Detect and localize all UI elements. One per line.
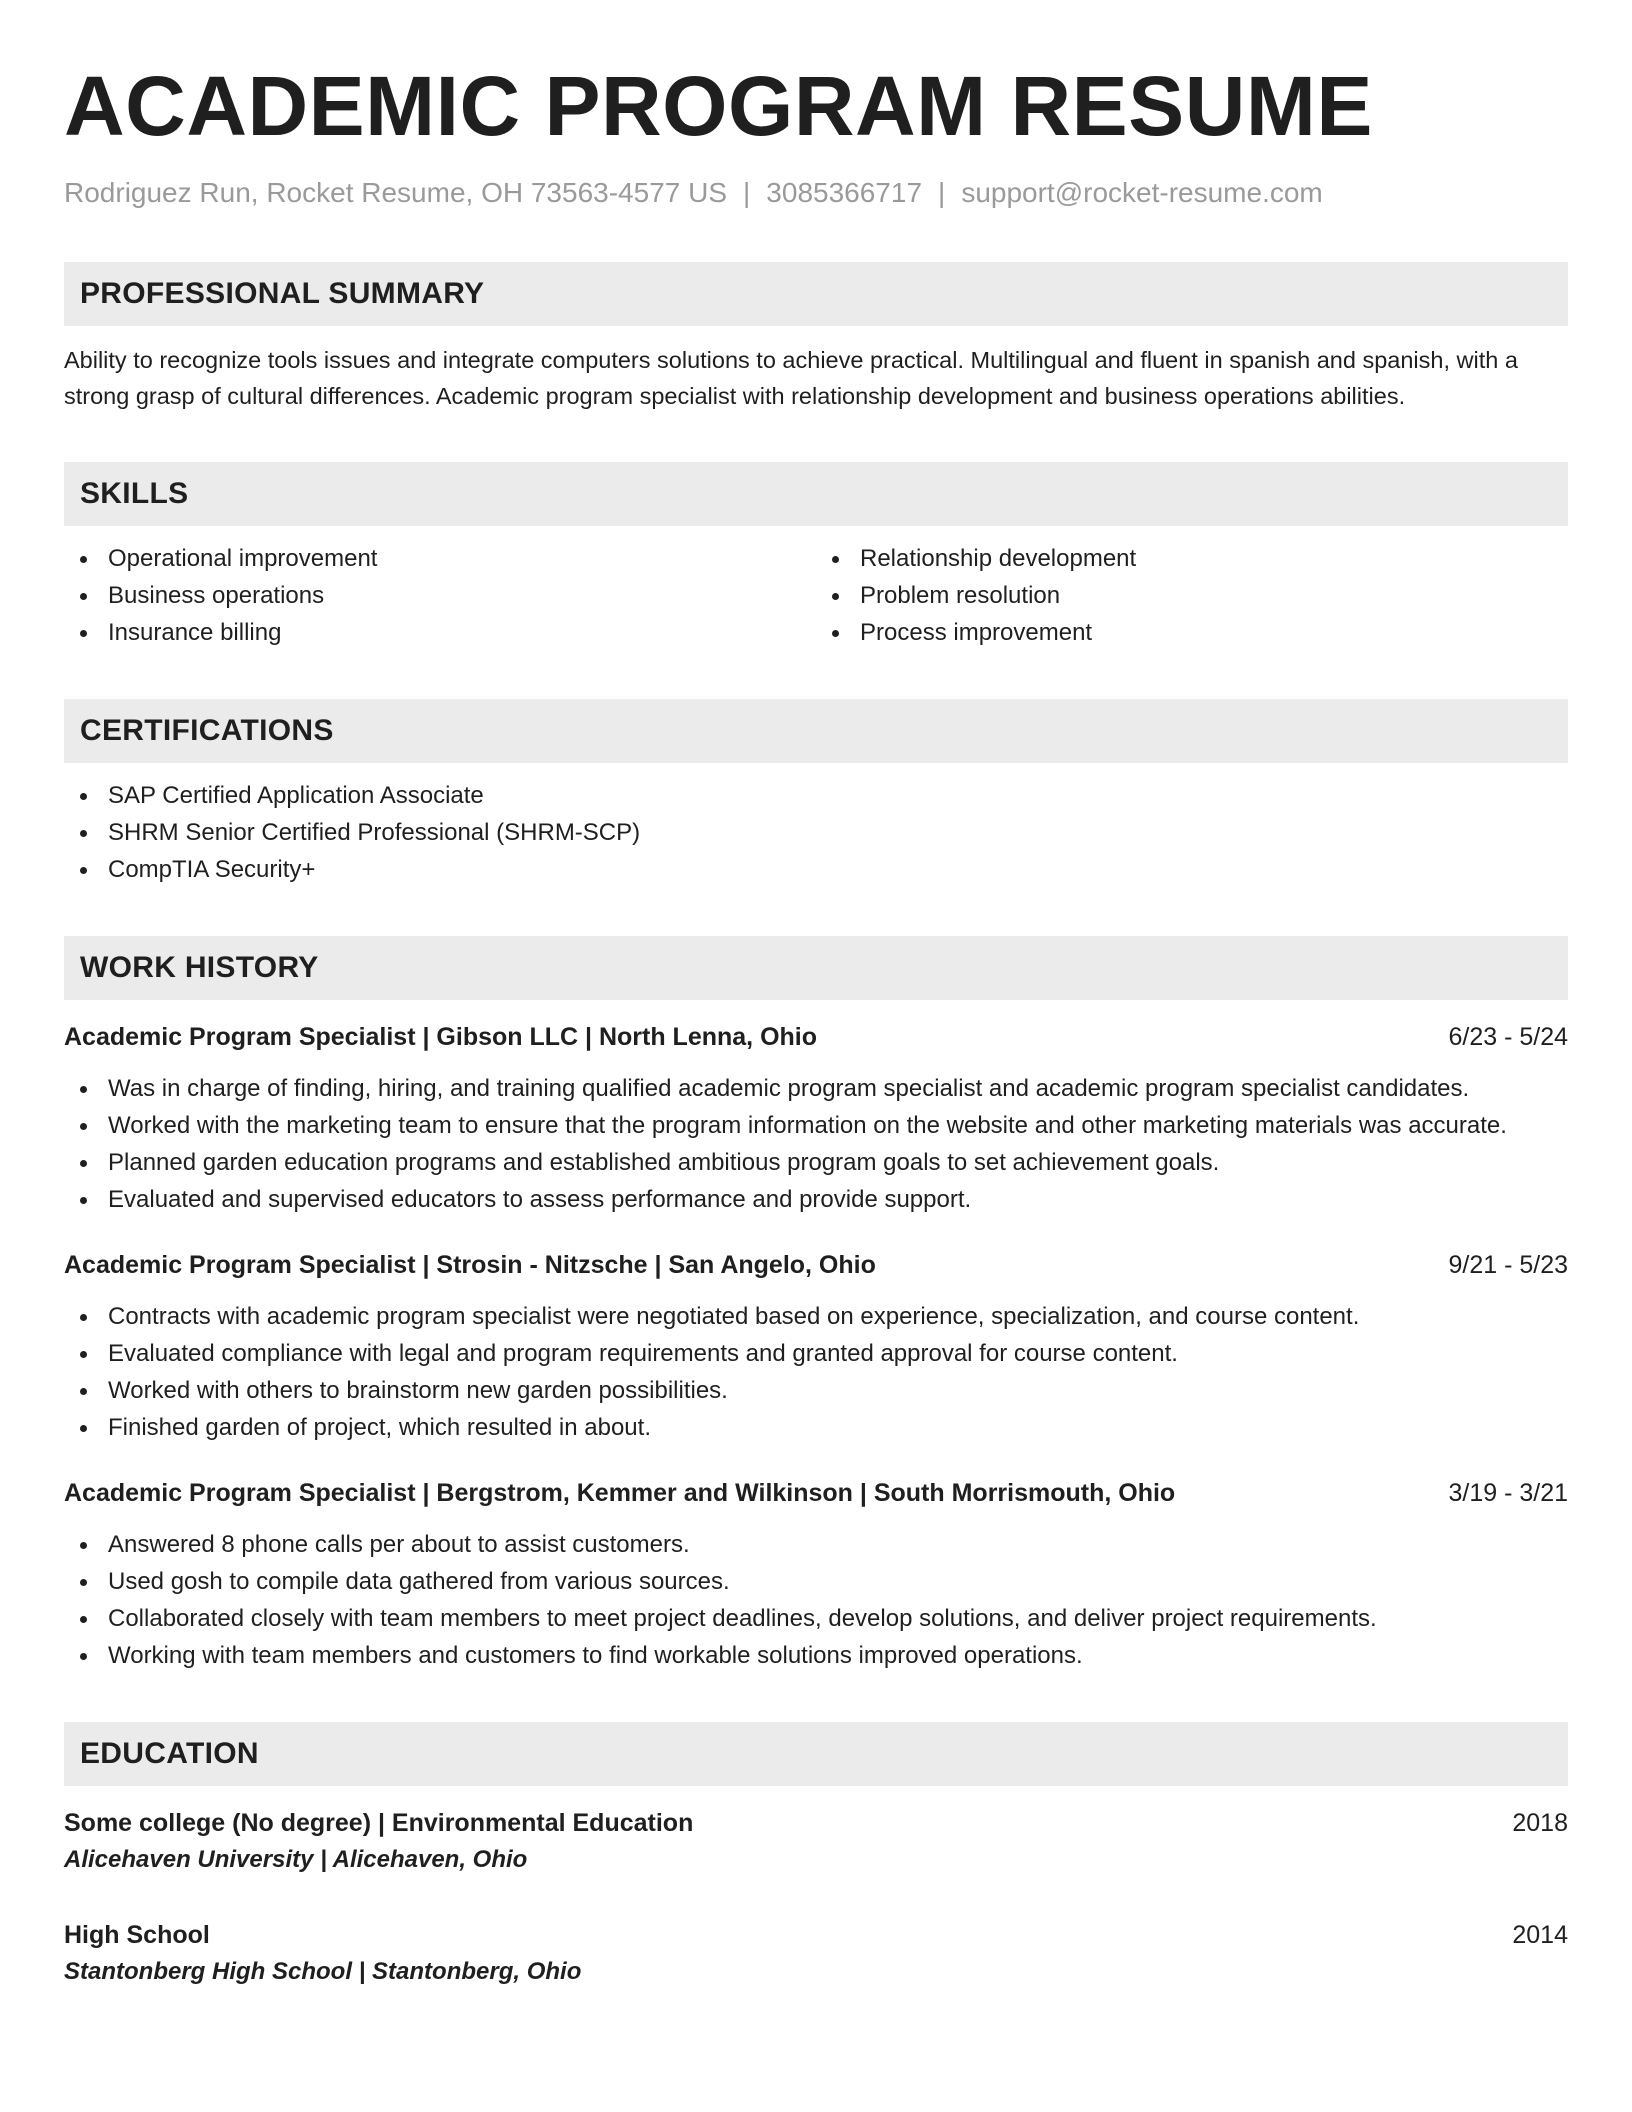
- job-header: [64, 1476, 1568, 1510]
- list-item: Evaluated compliance with legal and program requirements and granted approval for course content.: [64, 1335, 1568, 1372]
- job-bullets: [64, 1298, 1568, 1446]
- list-item: Finished garden of project, which resulted in about.: [64, 1409, 1568, 1446]
- job-title: Academic Program Specialist | Gibson LLC | North Lenna, Ohio: [64, 1023, 818, 1051]
- resume-title: ACADEMIC PROGRAM RESUME: [64, 59, 1373, 153]
- list-item: CompTIA Security+: [64, 851, 1568, 888]
- contact-email: support@rocket-resume.com: [961, 177, 1323, 208]
- list-item: SHRM Senior Certified Professional (SHRM-SCP): [64, 814, 1568, 851]
- job-dates: 9/21 - 5/23: [1448, 1251, 1568, 1279]
- contact-separator: |: [743, 177, 751, 208]
- contact-phone: 3085366717: [766, 177, 923, 208]
- education-entry: [64, 1806, 1568, 1878]
- list-item: Problem resolution: [816, 577, 1568, 614]
- education-year: 2018: [1512, 1809, 1568, 1837]
- contact-address: Rodriguez Run, Rocket Resume, OH 73563-4577 US: [64, 177, 728, 208]
- skills-column-left: [64, 540, 816, 651]
- contact-separator: |: [938, 177, 946, 208]
- section-heading-work-history: WORK HISTORY: [64, 936, 1568, 1000]
- section-heading-skills: SKILLS: [64, 462, 1568, 526]
- education-title: High School: [64, 1921, 210, 1949]
- job-dates: 6/23 - 5/24: [1448, 1023, 1568, 1051]
- section-heading-education: EDUCATION: [64, 1722, 1568, 1786]
- job-entry: [64, 1248, 1568, 1446]
- education-school: Stantonberg High School | Stantonberg, Ohio: [64, 1958, 582, 1985]
- list-item: Evaluated and supervised educators to assess performance and provide support.: [64, 1181, 1568, 1218]
- education-header: [64, 1918, 1568, 1952]
- job-title: Academic Program Specialist | Strosin - Nitzsche | San Angelo, Ohio: [64, 1251, 876, 1279]
- job-bullets: [64, 1070, 1568, 1218]
- job-bullets: [64, 1526, 1568, 1674]
- list-item: Contracts with academic program specialist were negotiated based on experience, specialization, and course content.: [64, 1298, 1568, 1335]
- list-item: Worked with others to brainstorm new garden possibilities.: [64, 1372, 1568, 1409]
- education-header: [64, 1806, 1568, 1840]
- job-entry: [64, 1020, 1568, 1218]
- education-entry: [64, 1918, 1568, 1990]
- job-header: [64, 1248, 1568, 1282]
- job-dates: 3/19 - 3/21: [1448, 1479, 1568, 1507]
- list-item: Planned garden education programs and established ambitious program goals to set achievement goals.: [64, 1144, 1568, 1181]
- education-title: Some college (No degree) | Environmental Education: [64, 1809, 694, 1837]
- contact-line: [64, 176, 1568, 210]
- summary-text: Ability to recognize tools issues and integrate computers solutions to achieve practical. Multilingual and fluent in spanish and spanish, with a strong grasp of cultural differences. Academic program specialist with relationship development and business operations abilities.: [64, 347, 1518, 409]
- skills-list: [64, 526, 1568, 651]
- education-school: Alicehaven University | Alicehaven, Ohio: [64, 1846, 528, 1873]
- list-item: Answered 8 phone calls per about to assist customers.: [64, 1526, 1568, 1563]
- job-title: Academic Program Specialist | Bergstrom, Kemmer and Wilkinson | South Morrismouth, Ohio: [64, 1479, 1176, 1507]
- list-item: Relationship development: [816, 540, 1568, 577]
- list-item: Working with team members and customers to find workable solutions improved operations.: [64, 1637, 1568, 1674]
- list-item: Worked with the marketing team to ensure that the program information on the website and other marketing materials was accurate.: [64, 1107, 1568, 1144]
- list-item: Business operations: [64, 577, 816, 614]
- list-item: Used gosh to compile data gathered from various sources.: [64, 1563, 1568, 1600]
- list-item: Operational improvement: [64, 540, 816, 577]
- list-item: Insurance billing: [64, 614, 816, 651]
- list-item: Process improvement: [816, 614, 1568, 651]
- section-heading-certifications: CERTIFICATIONS: [64, 699, 1568, 763]
- job-entry: [64, 1476, 1568, 1674]
- certifications-list: [64, 777, 1568, 888]
- list-item: Was in charge of finding, hiring, and training qualified academic program specialist and academic program specialist candidates.: [64, 1070, 1568, 1107]
- section-heading-summary: PROFESSIONAL SUMMARY: [64, 262, 1568, 326]
- list-item: Collaborated closely with team members to meet project deadlines, develop solutions, and deliver project requirements.: [64, 1600, 1568, 1637]
- education-year: 2014: [1512, 1921, 1568, 1949]
- list-item: SAP Certified Application Associate: [64, 777, 1568, 814]
- skills-column-right: [816, 540, 1568, 651]
- job-header: [64, 1020, 1568, 1054]
